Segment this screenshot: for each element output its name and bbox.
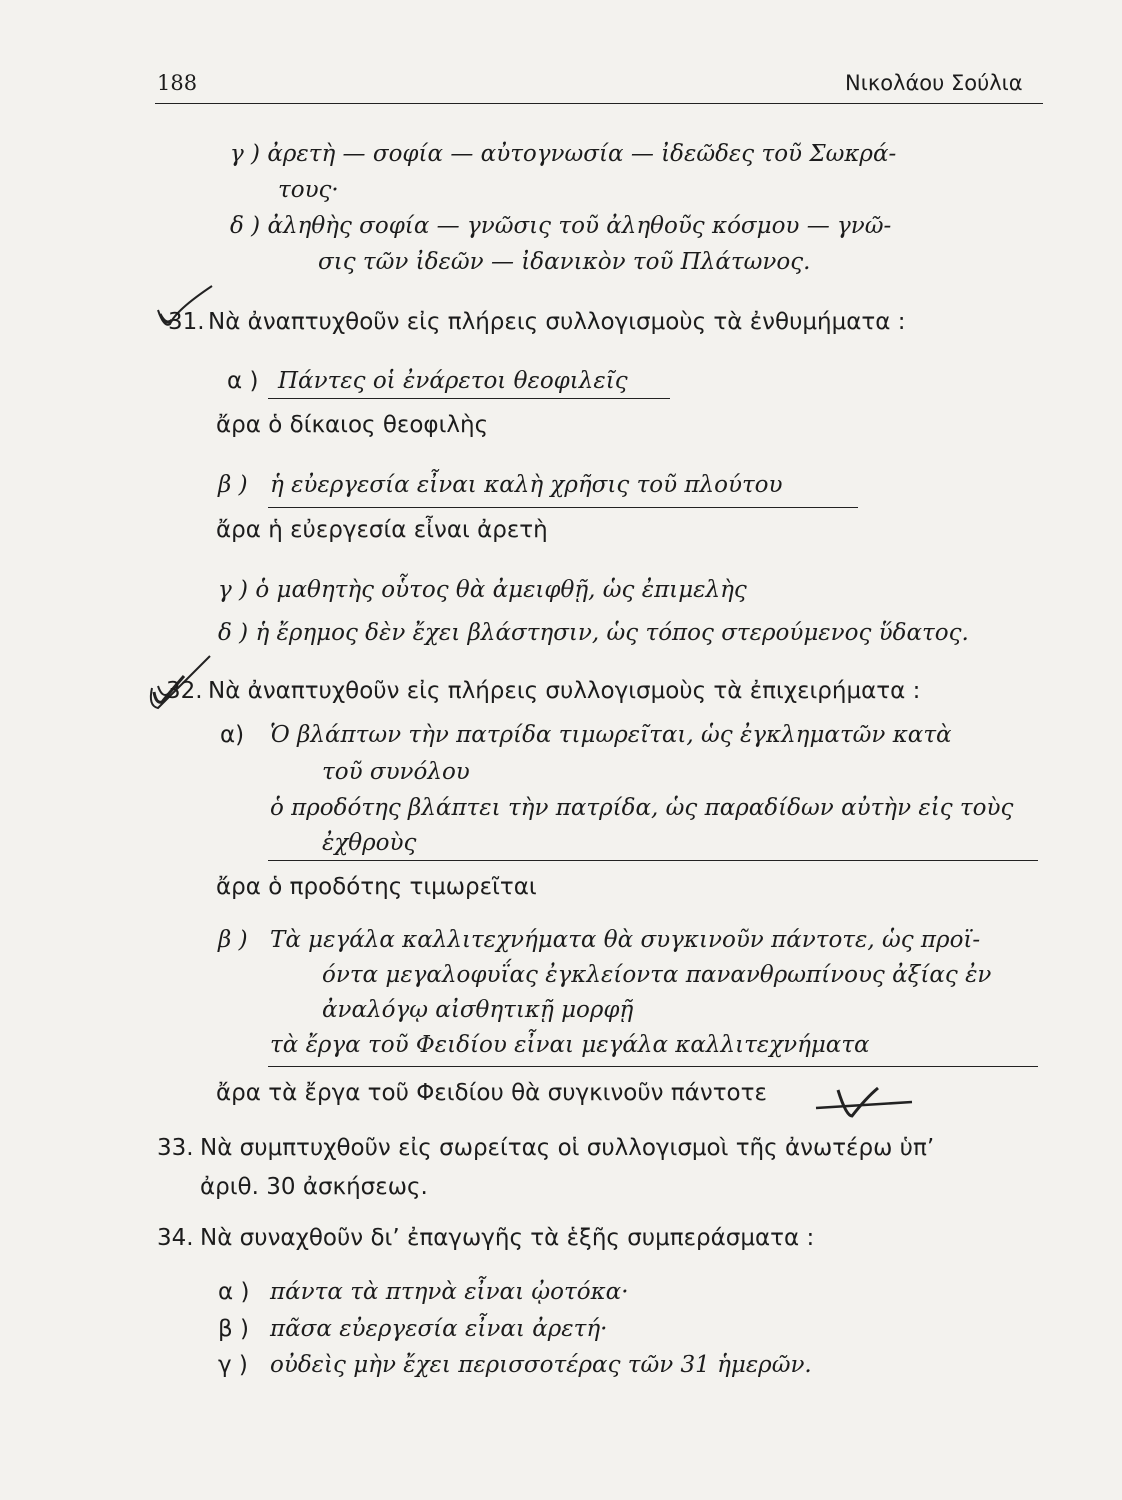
- ex31-a-label: α ): [227, 368, 259, 394]
- handwritten-tick-mark: [812, 1082, 922, 1122]
- ex34-number: 34.: [157, 1225, 194, 1251]
- ex33-number: 33.: [157, 1135, 194, 1161]
- ex32-a-premise1-line1: Ὁ βλάπτων τὴν πατρίδα τιμωρεῖται, ὡς ἐγκληματῶν κατὰ: [270, 722, 952, 748]
- ex31-b-rule: [268, 507, 858, 508]
- ex34-a-text: πάντα τὰ πτηνὰ εἶναι ᾠοτόκα·: [270, 1279, 629, 1305]
- ex32-b-rule: [268, 1066, 1038, 1067]
- ex33-line1: Νὰ συμπτυχθοῦν εἰς σωρείτας οἱ συλλογισμοὶ τῆς ἀνωτέρω ὑπ’: [200, 1135, 935, 1161]
- ex32-a-rule: [268, 860, 1038, 861]
- ex31-b-premise: ἡ εὐεργεσία εἶναι καλὴ χρῆσις τοῦ πλούτου: [270, 472, 783, 498]
- ex31-d-item: δ ) ἡ ἔρημος δὲν ἔχει βλάστησιν, ὡς τόπος στερούμενος ὕδατος.: [218, 620, 969, 646]
- ex31-g-item: γ ) ὁ μαθητὴς οὗτος θὰ ἀμειφθῇ, ὡς ἐπιμελὴς: [218, 577, 747, 603]
- ex31-b-conclusion: ἄρα ἡ εὐεργεσία εἶναι ἀρετὴ: [216, 517, 548, 543]
- header-rule: [155, 103, 1043, 104]
- ex34-g-label: γ ): [218, 1352, 248, 1378]
- running-head-author: Νικολάου Σούλια: [845, 71, 1023, 95]
- ex31-instruction: Νὰ ἀναπτυχθοῦν εἰς πλήρεις συλλογισμοὺς τὰ ἐνθυμήματα :: [208, 309, 906, 335]
- ex33-line2: ἀριθ. 30 ἀσκήσεως.: [200, 1174, 428, 1200]
- ex32-a-label: α): [220, 722, 245, 748]
- ex32-instruction: Νὰ ἀναπτυχθοῦν εἰς πλήρεις συλλογισμοὺς τὰ ἐπιχειρήματα :: [208, 678, 921, 704]
- ex34-g-text: οὐδεὶς μὴν ἔχει περισσοτέρας τῶν 31 ἡμερῶν.: [270, 1352, 812, 1378]
- ex34-b-text: πᾶσα εὐεργεσία εἶναι ἀρετή·: [270, 1316, 608, 1342]
- ex34-b-label: β ): [218, 1316, 249, 1342]
- ex32-b-premise1-line3: ἀναλόγῳ αἰσθητικῇ μορφῇ: [322, 997, 634, 1023]
- ex32-b-label: β ): [218, 927, 248, 953]
- ex31-a-rule: [268, 398, 670, 399]
- page-number: 188: [157, 71, 198, 95]
- ex34-a-label: α ): [218, 1279, 250, 1305]
- ex32-number: 32.: [166, 678, 203, 704]
- ex31-b-label: β ): [218, 472, 248, 498]
- cont-item-g-line1: γ ) ἀρετὴ — σοφία — αὐτογνωσία — ἰδεῶδες τοῦ Σωκρά-: [230, 141, 897, 167]
- ex31-a-conclusion: ἄρα ὁ δίκαιος θεοφιλὴς: [216, 412, 489, 438]
- ex32-a-premise2-line1: ὁ προδότης βλάπτει τὴν πατρίδα, ὡς παραδίδων αὐτὴν εἰς τοὺς: [270, 795, 1014, 821]
- ex32-a-premise2-line2: ἐχθροὺς: [322, 830, 417, 856]
- ex32-b-premise1-line1: Τὰ μεγάλα καλλιτεχνήματα θὰ συγκινοῦν πάντοτε, ὡς προϊ-: [270, 927, 981, 953]
- ex34-instruction: Νὰ συναχθοῦν δι’ ἐπαγωγῆς τὰ ἑξῆς συμπεράσματα :: [200, 1225, 815, 1251]
- cont-item-d-line1: δ ) ἀληθὴς σοφία — γνῶσις τοῦ ἀληθοῦς κόσμου — γνῶ-: [230, 213, 892, 239]
- ex32-b-conclusion: ἄρα τὰ ἔργα τοῦ Φειδίου θὰ συγκινοῦν πάντοτε: [216, 1080, 767, 1106]
- cont-item-d-line2: σις τῶν ἰδεῶν — ἰδανικὸν τοῦ Πλάτωνος.: [318, 249, 811, 275]
- cont-item-g-line2: τους·: [278, 177, 339, 203]
- ex32-b-premise2: τὰ ἔργα τοῦ Φειδίου εἶναι μεγάλα καλλιτεχνήματα: [270, 1032, 870, 1058]
- ex32-b-premise1-line2: όντα μεγαλοφυΐας ἐγκλείοντα πανανθρωπίνους ἀξίας ἐν: [322, 962, 992, 988]
- ex32-a-premise1-line2: τοῦ συνόλου: [322, 759, 470, 785]
- ex31-number: 31.: [168, 309, 205, 335]
- ex32-a-conclusion: ἄρα ὁ προδότης τιμωρεῖται: [216, 874, 537, 900]
- ex31-a-premise: Πάντες οἱ ἐνάρετοι θεοφιλεῖς: [278, 368, 628, 394]
